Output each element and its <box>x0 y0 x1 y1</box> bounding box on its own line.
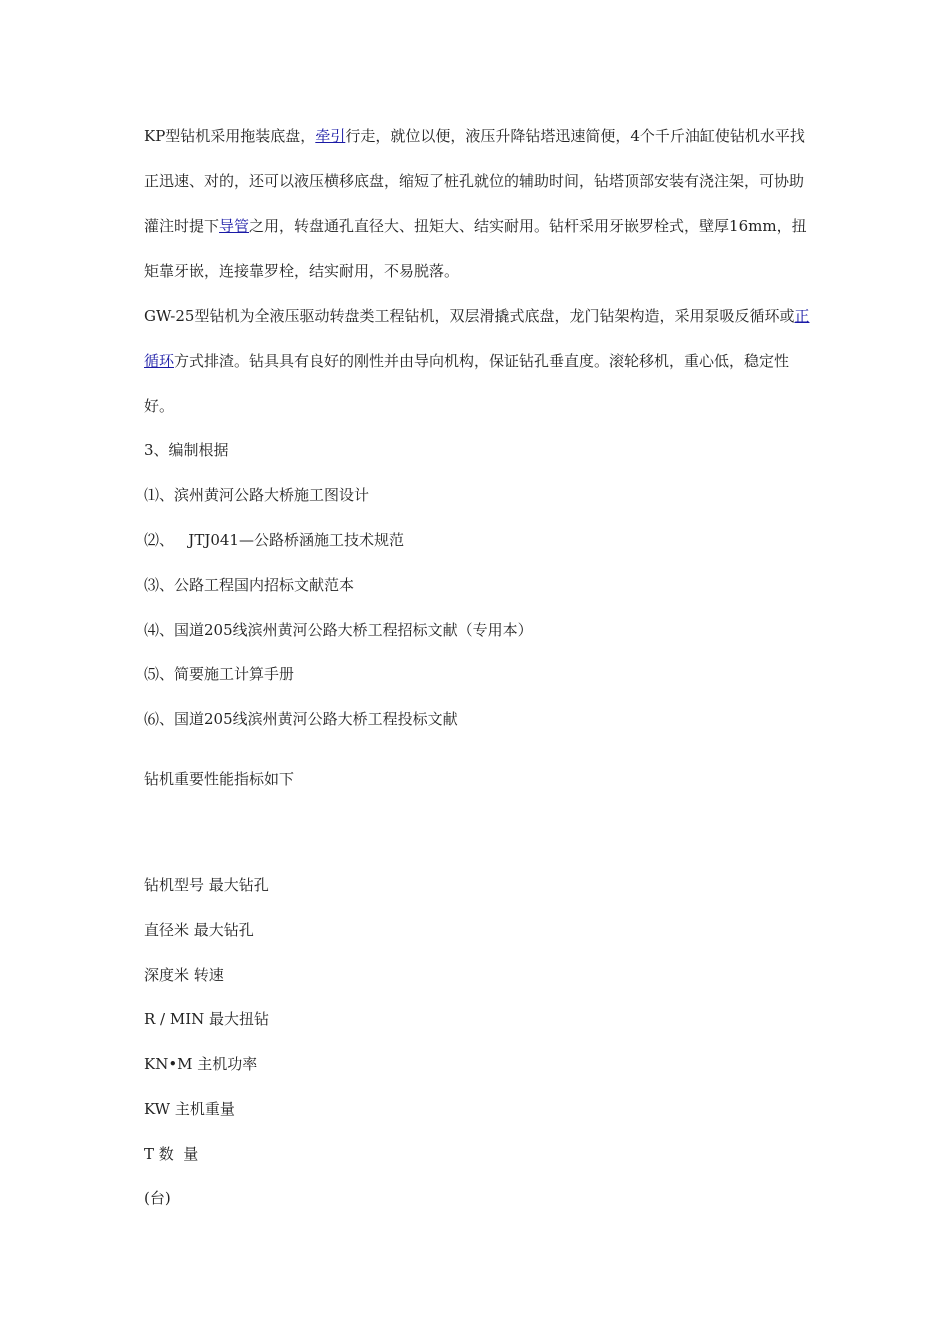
paragraph-kp-drill <box>144 114 814 294</box>
table-line: KN•M 主机功率 <box>144 1055 258 1073</box>
table-line: T 数 量 <box>144 1145 199 1163</box>
basis-item: ⑸、简要施工计算手册 <box>144 665 295 683</box>
basis-item: ⑴、滨州黄河公路大桥施工图设计 <box>144 486 370 504</box>
paragraph-gw25-drill <box>144 294 814 429</box>
table-line: 直径米 最大钻孔 <box>144 921 254 939</box>
link-forward-circulation[interactable]: 正循环 <box>144 307 810 370</box>
table-line: 钻机型号 最大钻孔 <box>144 876 269 894</box>
link-traction[interactable]: 牵引 <box>315 127 346 145</box>
table-line: R / MIN 最大扭钻 <box>144 1010 270 1028</box>
text: GW-25型钻机为全液压驱动转盘类工程钻机，双层滑撬式底盘，龙门钻架构造，采用泵吸反循环或 <box>144 307 795 325</box>
text: 方式排渣。钻具具有良好的刚性并由导向机构，保证钻孔垂直度。滚轮移机，重心低，稳定性好。 <box>144 352 790 415</box>
basis-item: ⑹、国道205线滨州黄河公路大桥工程投标文献 <box>144 710 458 728</box>
text: 之用，转盘通孔直径大、扭矩大、结实耐用。钻杆采用牙嵌罗栓式，壁厚16mm，扭矩靠牙嵌，连接靠罗栓，结实耐用，不易脱落。 <box>144 217 807 280</box>
basis-item: ⑶、公路工程国内招标文献范本 <box>144 576 355 594</box>
table-line: KW 主机重量 <box>144 1100 235 1118</box>
performance-heading: 钻机重要性能指标如下 <box>144 770 295 788</box>
table-line: 深度米 转速 <box>144 966 224 984</box>
text: 行走，就位以便，液压升降钻塔迅速简便，4个千斤油缸使钻机水平找正迅速、对的，还可以液压横移底盘，缩短了桩孔就位的辅助时间，钻塔顶部安装有浇注架，可协助灌注时提下 <box>144 127 805 235</box>
text: KP型钻机采用拖装底盘， <box>144 127 316 145</box>
link-guide-pipe[interactable]: 导管 <box>219 217 250 235</box>
table-line: (台) <box>144 1189 171 1207</box>
basis-item: ⑷、国道205线滨州黄河公路大桥工程招标文献（专用本） <box>144 621 533 639</box>
basis-item: ⑵、 JTJ041—公路桥涵施工技术规范 <box>144 531 404 549</box>
section-heading-basis: 3、编制根据 <box>144 441 229 459</box>
